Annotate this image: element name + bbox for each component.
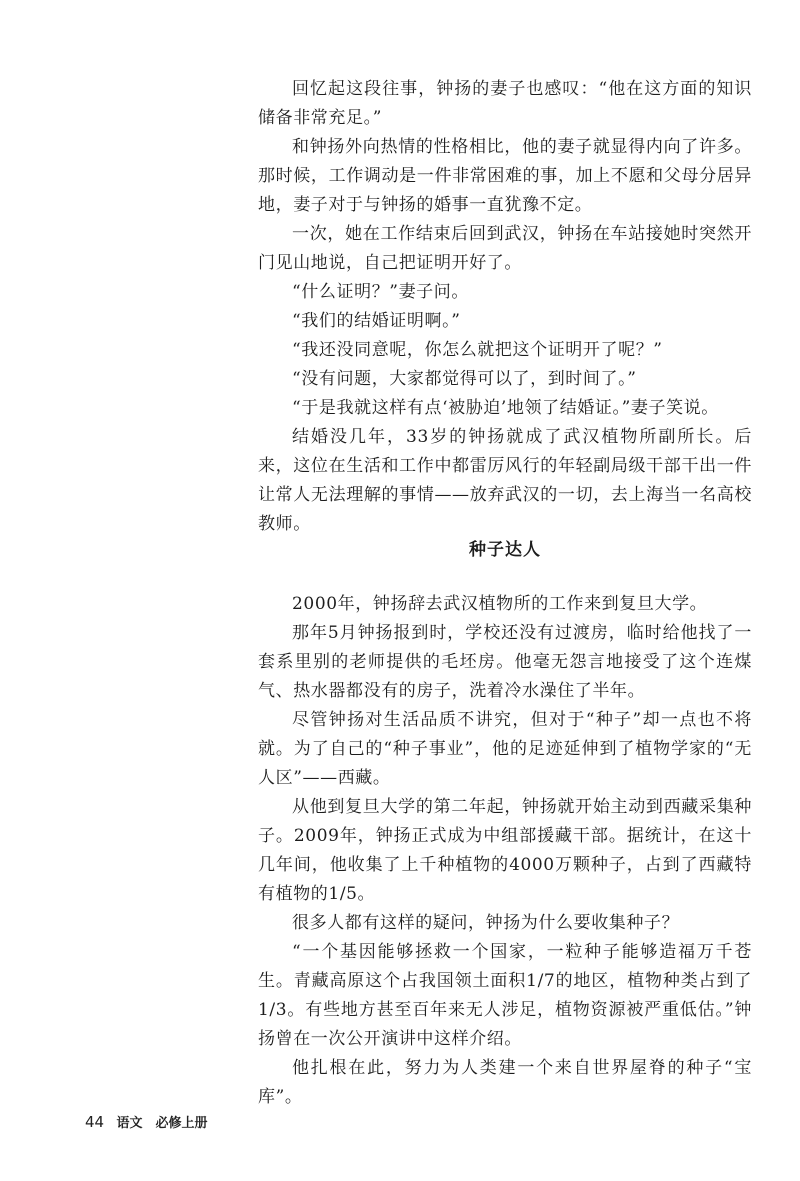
paragraph: 从他到复旦大学的第二年起，钟扬就开始主动到西藏采集种子。2009年，钟扬正式成为中组部援藏干部。据统计，在这十几年间，他收集了上千种植物的4000万颗种子，占到了西藏特有植物的1/5。 (258, 797, 752, 904)
body-text-top (258, 75, 752, 539)
paragraph: “我还没同意呢，你怎么就把这个证明开了呢？” (292, 340, 663, 360)
paragraph: 一次，她在工作结束后回到武汉，钟扬在车站接她时突然开门见山地说，自己把证明开好了。 (258, 224, 752, 273)
page-number: 44 (85, 1113, 105, 1131)
body-text-bottom (258, 590, 752, 1112)
paragraph: “一个基因能够拯救一个国家，一粒种子能够造福万千苍生。青藏高原这个占我国领土面积1/7的地区，植物种类占到了1/3。有些地方甚至百年来无人涉足，植物资源被严重低估。”钟扬曾在一次公开演讲中这样介绍。 (258, 942, 752, 1049)
paragraph: 回忆起这段往事，钟扬的妻子也感叹：“他在这方面的知识储备非常充足。” (258, 79, 752, 128)
paragraph: 尽管钟扬对生活品质不讲究，但对于“种子”却一点也不将就。为了自己的“种子事业”，他的足迹延伸到了植物学家的“无人区”——西藏。 (258, 710, 752, 788)
paragraph: 很多人都有这样的疑问，钟扬为什么要收集种子？ (292, 913, 680, 933)
page-footer (85, 1112, 208, 1134)
book-title: 语文 必修上册 (116, 1116, 208, 1131)
paragraph: 2000年，钟扬辞去武汉植物所的工作来到复旦大学。 (292, 594, 708, 614)
paragraph: 他扎根在此，努力为人类建一个来自世界屋脊的种子“宝库”。 (258, 1058, 752, 1107)
paragraph: “于是我就这样有点‘被胁迫’地领了结婚证。”妻子笑说。 (292, 398, 719, 418)
paragraph: “我们的结婚证明啊。” (292, 311, 461, 331)
paragraph: 那年5月钟扬报到时，学校还没有过渡房，临时给他找了一套系里别的老师提供的毛坯房。他毫无怨言地接受了这个连煤气、热水器都没有的房子，洗着冷水澡住了半年。 (258, 623, 752, 701)
paragraph: “什么证明？”妻子问。 (292, 282, 469, 302)
section-heading: 种子达人 (469, 540, 541, 560)
paragraph: 和钟扬外向热情的性格相比，他的妻子就显得内向了许多。那时候，工作调动是一件非常困难的事，加上不愿和父母分居异地，妻子对于与钟扬的婚事一直犹豫不定。 (258, 137, 752, 215)
paragraph: 结婚没几年，33岁的钟扬就成了武汉植物所副所长。后来，这位在生活和工作中都雷厉风行的年轻副局级干部干出一件让常人无法理解的事情——放弃武汉的一切，去上海当一名高校教师。 (258, 427, 752, 534)
paragraph: “没有问题，大家都觉得可以了，到时间了。” (292, 369, 637, 389)
